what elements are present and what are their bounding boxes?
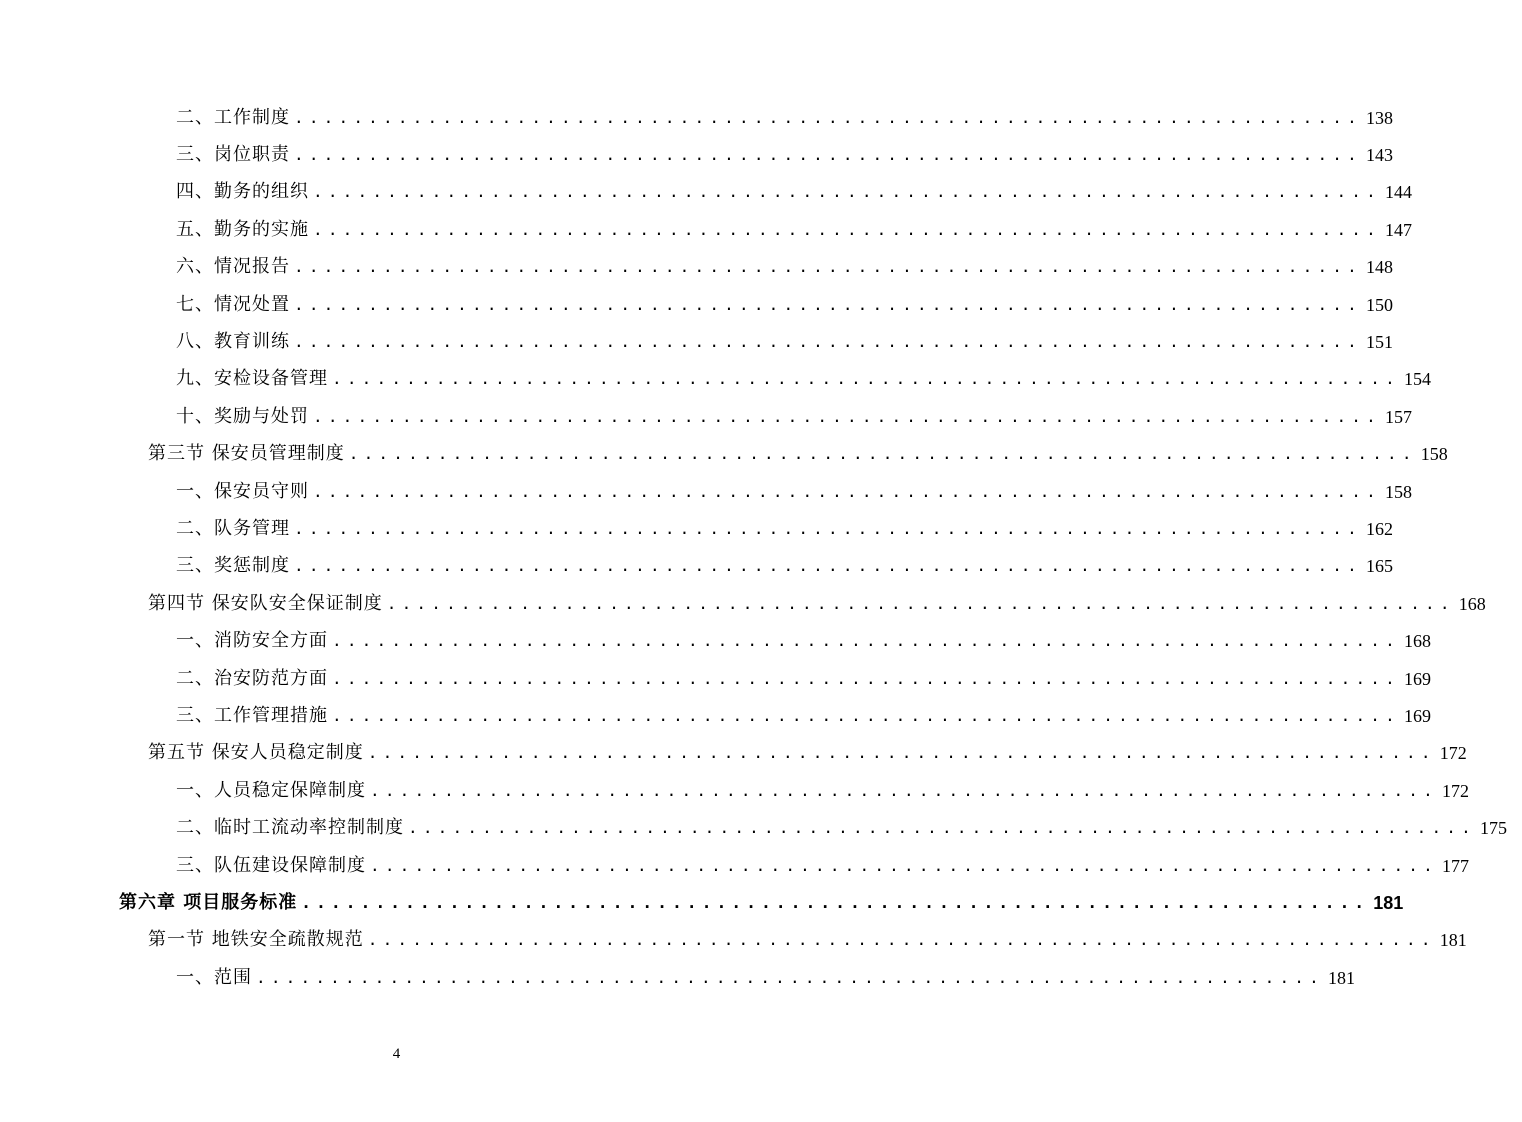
toc-dot-leader: ........................................................................ (294, 556, 1362, 576)
toc-section-entry[interactable] (0, 436, 1448, 473)
toc-dot-leader: ........................................................................ (294, 294, 1362, 314)
toc-entry[interactable] (0, 959, 1355, 996)
toc-entry[interactable] (0, 847, 1469, 884)
toc-entry-title: 第五节 保安人员稳定制度 (148, 742, 364, 764)
toc-section-entry[interactable] (0, 585, 1486, 622)
toc-entry-title: 二、临时工流动率控制制度 (176, 817, 404, 839)
toc-dot-leader: ........................................................................ (294, 332, 1362, 352)
toc-dot-leader: ........................................................................ (367, 930, 1436, 950)
toc-entry-page: 143 (1365, 145, 1393, 166)
toc-entry-title: 一、消防安全方面 (176, 630, 328, 652)
toc-entry[interactable] (0, 361, 1431, 398)
toc-dot-leader: ........................................................................ (294, 518, 1362, 538)
toc-entry-page: 144 (1384, 182, 1412, 203)
toc-entry-page: 172 (1441, 780, 1469, 801)
toc-dot-leader: ........................................................................ (370, 780, 1438, 800)
toc-entry-page: 175 (1479, 818, 1507, 839)
toc-entry-title: 一、范围 (176, 966, 252, 988)
toc-dot-leader: ........................................................................ (332, 668, 1400, 688)
toc-entry-title: 一、人员稳定保障制度 (176, 779, 366, 801)
toc-entry[interactable] (0, 323, 1393, 360)
toc-section-entry[interactable] (0, 735, 1467, 772)
toc-entry[interactable] (0, 174, 1412, 211)
toc-dot-leader: ........................................................................ (301, 892, 1370, 912)
toc-entry-page: 181 (1373, 892, 1404, 913)
toc-entry-title: 四、勤务的组织 (176, 181, 309, 203)
toc-entry[interactable] (0, 286, 1393, 323)
toc-dot-leader: ........................................................................ (294, 145, 1362, 165)
toc-entry-page: 148 (1365, 257, 1393, 278)
toc-entry-title: 一、保安员守则 (176, 480, 309, 502)
toc-chapter-entry[interactable] (0, 884, 1404, 921)
toc-entry-page: 181 (1439, 930, 1467, 951)
toc-dot-leader: ........................................................................ (332, 369, 1400, 389)
toc-entry-title: 二、治安防范方面 (176, 667, 328, 689)
toc-entry-page: 158 (1420, 444, 1448, 465)
toc-entry[interactable] (0, 473, 1412, 510)
toc-entry-title: 三、岗位职责 (176, 144, 290, 166)
toc-entry-title: 十、奖励与处罚 (176, 405, 309, 427)
toc-entry-title: 第三节 保安员管理制度 (148, 443, 345, 465)
toc-entry-title: 三、工作管理措施 (176, 704, 328, 726)
toc-dot-leader: ........................................................................ (370, 855, 1438, 875)
toc-dot-leader: ........................................................................ (294, 257, 1362, 277)
toc-dot-leader: ........................................................................ (313, 182, 1381, 202)
toc-dot-leader: ........................................................................ (256, 967, 1324, 987)
toc-dot-leader: ........................................................................ (348, 444, 1417, 464)
toc-entry-page: 181 (1327, 967, 1355, 988)
toc-entry-page: 158 (1384, 481, 1412, 502)
toc-entry-page: 172 (1439, 743, 1467, 764)
toc-entry-title: 三、奖惩制度 (176, 555, 290, 577)
toc-entry[interactable] (0, 660, 1431, 697)
toc-entry[interactable] (0, 136, 1393, 173)
toc-entry-page: 151 (1365, 332, 1393, 353)
toc-entry-title: 第一节 地铁安全疏散规范 (148, 929, 364, 951)
toc-entry-title: 二、队务管理 (176, 517, 290, 539)
toc-entry-title: 八、教育训练 (176, 331, 290, 353)
toc-entry-title: 第六章 项目服务标准 (119, 891, 298, 913)
toc-dot-leader: ........................................................................ (386, 593, 1455, 613)
toc-entry[interactable] (0, 510, 1393, 547)
toc-entry[interactable] (0, 99, 1393, 136)
toc-entry-page: 169 (1403, 705, 1431, 726)
toc-entry-title: 九、安检设备管理 (176, 368, 328, 390)
toc-entry-page: 147 (1384, 219, 1412, 240)
toc-dot-leader: ........................................................................ (313, 219, 1381, 239)
toc-dot-leader: ........................................................................ (294, 107, 1362, 127)
toc-entry-page: 177 (1441, 855, 1469, 876)
toc-entry[interactable] (0, 809, 1507, 846)
toc-entry-title: 三、队伍建设保障制度 (176, 854, 366, 876)
toc-dot-leader: ........................................................................ (367, 743, 1436, 763)
toc-entry-page: 165 (1365, 556, 1393, 577)
toc-entry-title: 第四节 保安队安全保证制度 (148, 592, 383, 614)
toc-dot-leader: ........................................................................ (313, 406, 1381, 426)
table-of-contents (0, 99, 1507, 996)
toc-entry-page: 168 (1458, 593, 1486, 614)
toc-entry[interactable] (0, 249, 1393, 286)
toc-entry-title: 二、工作制度 (176, 106, 290, 128)
toc-entry-page: 168 (1403, 631, 1431, 652)
toc-dot-leader: ........................................................................ (332, 631, 1400, 651)
toc-entry-page: 157 (1384, 406, 1412, 427)
toc-section-entry[interactable] (0, 922, 1467, 959)
toc-entry-page: 162 (1365, 518, 1393, 539)
toc-entry-title: 七、情况处置 (176, 293, 290, 315)
toc-dot-leader: ........................................................................ (313, 481, 1381, 501)
toc-entry-page: 150 (1365, 294, 1393, 315)
page-number: 4 (392, 1046, 401, 1062)
toc-entry[interactable] (0, 398, 1412, 435)
toc-entry[interactable] (0, 548, 1393, 585)
toc-entry-page: 169 (1403, 668, 1431, 689)
toc-entry[interactable] (0, 697, 1431, 734)
toc-entry-page: 138 (1365, 107, 1393, 128)
toc-entry[interactable] (0, 622, 1431, 659)
toc-entry[interactable] (0, 772, 1469, 809)
toc-dot-leader: ........................................................................ (332, 705, 1400, 725)
toc-dot-leader: ........................................................................ (408, 818, 1476, 838)
toc-entry-page: 154 (1403, 369, 1431, 390)
toc-entry[interactable] (0, 211, 1412, 248)
toc-entry-title: 六、情况报告 (176, 256, 290, 278)
toc-entry-title: 五、勤务的实施 (176, 218, 309, 240)
